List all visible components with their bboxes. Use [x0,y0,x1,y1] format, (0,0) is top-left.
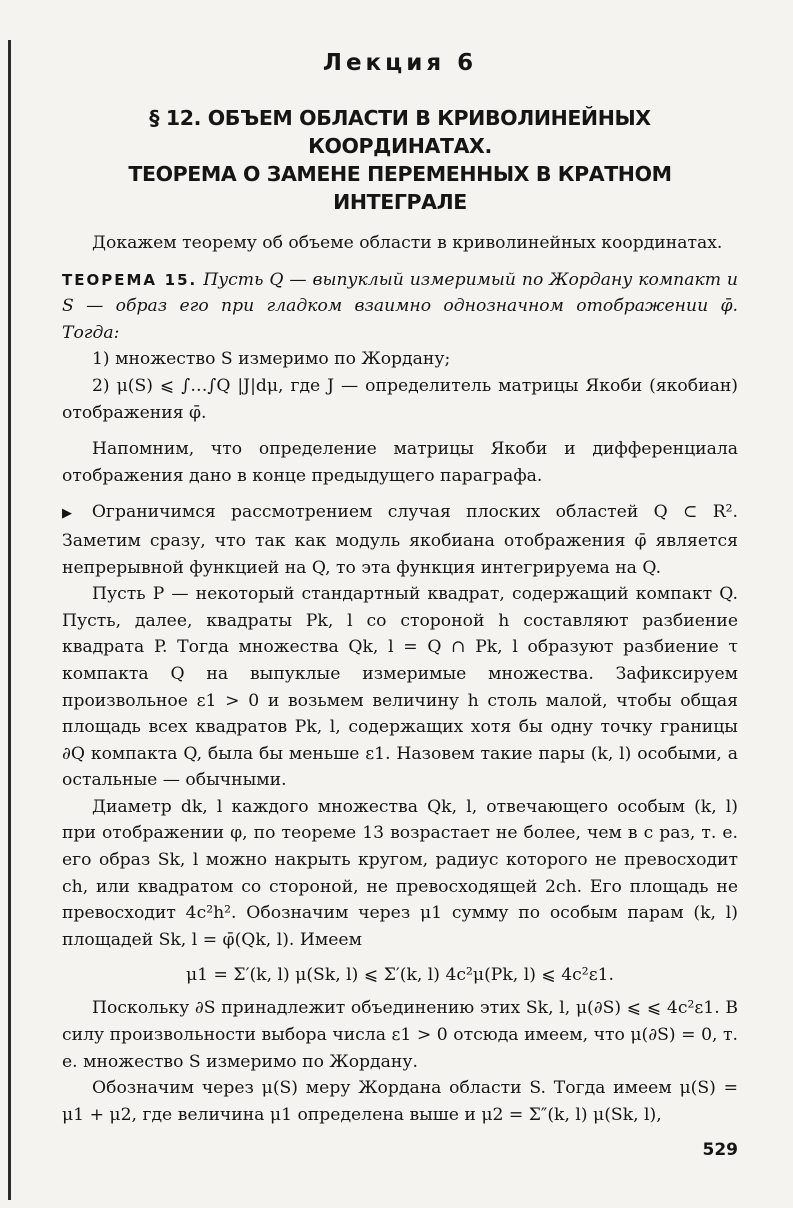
page [62,40,738,1160]
theorem-statement: Пусть Q — выпуклый измеримый по Жордану компакт и S — образ его при гладком взаимно однозначном отображении φ̄. Тогда: [62,269,738,343]
formula-mu1: μ1 = Σ′(k, l) μ(Sk, l) ⩽ Σ′(k, l) 4c²μ(Pk, l) ⩽ 4c²ε1. [185,965,614,986]
intro-paragraph: Докажем теорему об объеме области в криволинейных координатах. [92,233,723,253]
theorem-item-1: 1) множество S измеримо по Жордану; [92,349,451,370]
proof-paragraph-1 [62,499,738,581]
reminder-paragraph: Напомним, что определение матрицы Якоби и дифференциала отображения дано в конце предыдущего параграфа. [62,439,738,486]
proof-paragraph-4: Поскольку ∂S принадлежит объединению этих Sk, l, μ(∂S) ⩽ ⩽ 4c²ε1. В силу произвольности выбора числа ε1 > 0 отсюда имеем, что μ(∂S) = 0, т. е. множество S измеримо по Жордану. [62,998,738,1072]
section-title-line-1: § 12. ОБЪЕМ ОБЛАСТИ В КРИВОЛИНЕЙНЫХ КООРДИНАТАХ. [149,106,651,158]
lecture-title: Лекция 6 [322,50,478,76]
proof-start-icon: ▶ [62,506,82,522]
section-title [62,104,738,216]
proof-paragraph-3: Диаметр dk, l каждого множества Qk, l, отвечающего особым (k, l) при отображении φ, по теореме 13 возрастает не более, чем в c раз, т. е. его образ Sk, l можно накрыть кругом, радиус которого не превосходит ch, или квадратом со стороной, не превосходящей 2ch. Его площадь не превосходит 4c²h². Обозначим через μ1 сумму по особым парам (k, l) площадей Sk, l = φ̄(Qk, l). Имеем [62,796,738,950]
page-edge-line [8,40,11,1200]
proof-paragraph-1-text: Ограничимся рассмотрением случая плоских областей Q ⊂ R². Заметим сразу, что так как модуль якобиана отображения φ̄ является непрерывной функцией на Q, то эта функция интегрируема на Q. [62,502,738,578]
theorem-paragraph [62,267,738,347]
proof-paragraph-2: Пусть P — некоторый стандартный квадрат, содержащий компакт Q. Пусть, далее, квадраты Pk, l со стороной h составляют разбиение квадрата P. Тогда множества Qk, l = Q ∩ Pk, l образуют разбиение τ компакта Q на выпуклые измеримые множества. Зафиксируем произвольное ε1 > 0 и возьмем величину h столь малой, чтобы общая площадь всех квадратов Pk, l, содержащих хотя бы одну точку границы ∂Q компакта Q, была бы меньше ε1. Назовем такие пары (k, l) особыми, а остальные — обычными. [62,584,738,791]
theorem-item-2: 2) μ(S) ⩽ ∫…∫Q |J|dμ, где J — определитель матрицы Якоби (якобиан) отображения φ̄. [62,375,738,423]
section-title-line-2: ТЕОРЕМА О ЗАМЕНЕ ПЕРЕМЕННЫХ В КРАТНОМ ИНТЕГРАЛЕ [128,162,672,214]
proof-paragraph-5: Обозначим через μ(S) меру Жордана области S. Тогда имеем μ(S) = μ1 + μ2, где величина μ1 определена выше и μ2 = Σ″(k, l) μ(Sk, l), [62,1078,738,1125]
theorem-label: ТЕОРЕМА 15. [62,270,198,289]
page-number: 529 [702,1140,738,1161]
